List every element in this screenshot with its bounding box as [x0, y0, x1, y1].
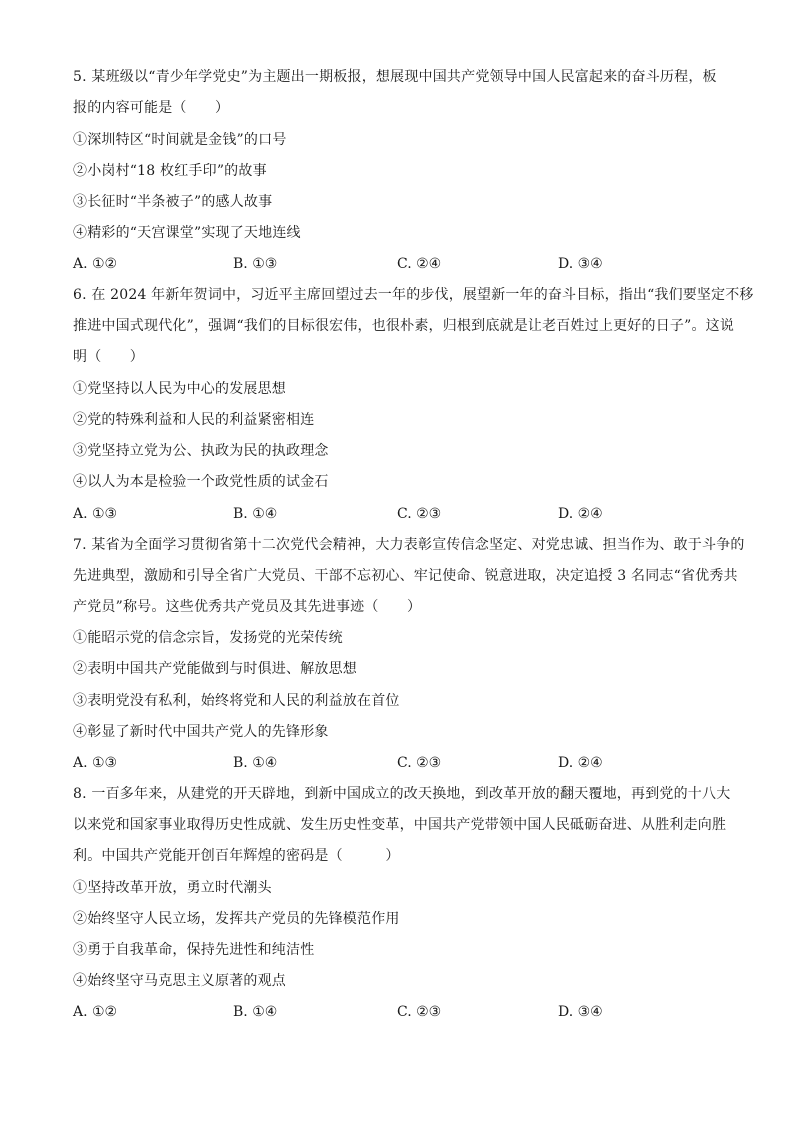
q7-option-a: A. ①③ — [73, 755, 118, 771]
q6-item-2: ②党的特殊利益和人民的利益紧密相连 — [73, 412, 315, 428]
q8-item-1: ①坚持改革开放，勇立时代潮头 — [73, 880, 272, 896]
q6-option-a: A. ①③ — [73, 506, 118, 522]
q5-stem-line-1: 5. 某班级以“青少年学党史”为主题出一期板报，想展现中国共产党领导中国人民富起来的奋斗历程，板 — [73, 69, 717, 85]
q5-option-a: A. ①② — [73, 256, 118, 272]
q5-item-3: ③长征时“半条被子”的感人故事 — [73, 194, 273, 210]
q8-option-a: A. ①② — [73, 1004, 118, 1020]
q6-item-4: ④以人为本是检验一个政党性质的试金石 — [73, 474, 329, 490]
q5-item-2: ②小岗村“18 枚红手印”的故事 — [73, 163, 267, 179]
q7-item-1: ①能昭示党的信念宗旨，发扬党的光荣传统 — [73, 630, 343, 646]
q8-item-2: ②始终坚守人民立场，发挥共产党员的先锋模范作用 — [73, 911, 400, 927]
q5-item-4: ④精彩的“天宫课堂”实现了天地连线 — [73, 225, 301, 241]
q8-stem-line-3: 利。中国共产党能开创百年辉煌的密码是（ ） — [73, 848, 400, 864]
q7-item-3: ③表明党没有私利，始终将党和人民的利益放在首位 — [73, 693, 400, 709]
q7-stem-line-1: 7. 某省为全面学习贯彻省第十二次党代会精神，大力表彰宣传信念坚定、对党忠诚、担当作为、敢于斗争的 — [73, 537, 745, 553]
q8-stem-line-1: 8. 一百多年来，从建党的开天辟地，到新中国成立的改天换地，到改革开放的翻天覆地，再到党的十八大 — [73, 786, 731, 802]
q7-item-2: ②表明中国共产党能做到与时俱进、解放思想 — [73, 661, 357, 677]
q5-option-b: B. ①③ — [233, 256, 278, 272]
q5-stem-line-2: 报的内容可能是（ ） — [73, 100, 230, 116]
q8-option-c: C. ②③ — [397, 1004, 442, 1020]
q7-item-4: ④彰显了新时代中国共产党人的先锋形象 — [73, 724, 329, 740]
q8-stem-line-2: 以来党和国家事业取得历史性成就、发生历史性变革，中国共产党带领中国人民砥砺奋进、从胜利走向胜 — [73, 817, 727, 833]
q6-option-d: D. ②④ — [558, 506, 603, 522]
q8-item-4: ④始终坚守马克思主义原著的观点 — [73, 973, 286, 989]
q7-stem-line-3: 产党员”称号。这些优秀共产党员及其先进事迹（ ） — [73, 599, 422, 615]
q6-item-1: ①党坚持以人民为中心的发展思想 — [73, 381, 286, 397]
q7-option-d: D. ②④ — [558, 755, 603, 771]
q7-stem-line-2: 先进典型，激励和引导全省广大党员、干部不忘初心、牢记使命、锐意进取，决定追授 3 名同志“省优秀共 — [73, 568, 738, 584]
q6-option-c: C. ②③ — [397, 506, 442, 522]
q8-option-b: B. ①④ — [233, 1004, 278, 1020]
q6-stem-line-2: 推进中国式现代化”，强调“我们的目标很宏伟，也很朴素，归根到底就是让老百姓过上更好的日子”。这说 — [73, 318, 735, 334]
q6-option-b: B. ①④ — [233, 506, 278, 522]
q7-option-b: B. ①④ — [233, 755, 278, 771]
q8-option-d: D. ③④ — [558, 1004, 603, 1020]
q6-stem-line-3: 明（ ） — [73, 349, 144, 365]
q6-item-3: ③党坚持立党为公、执政为民的执政理念 — [73, 443, 329, 459]
q5-option-d: D. ③④ — [558, 256, 603, 272]
q5-option-c: C. ②④ — [397, 256, 442, 272]
q5-item-1: ①深圳特区“时间就是金钱”的口号 — [73, 132, 287, 148]
q8-item-3: ③勇于自我革命，保持先进性和纯洁性 — [73, 942, 315, 958]
q7-option-c: C. ②③ — [397, 755, 442, 771]
q6-stem-line-1: 6. 在 2024 年新年贺词中，习近平主席回望过去一年的步伐，展望新一年的奋斗目标，指出“我们要坚定不移 — [73, 287, 754, 303]
